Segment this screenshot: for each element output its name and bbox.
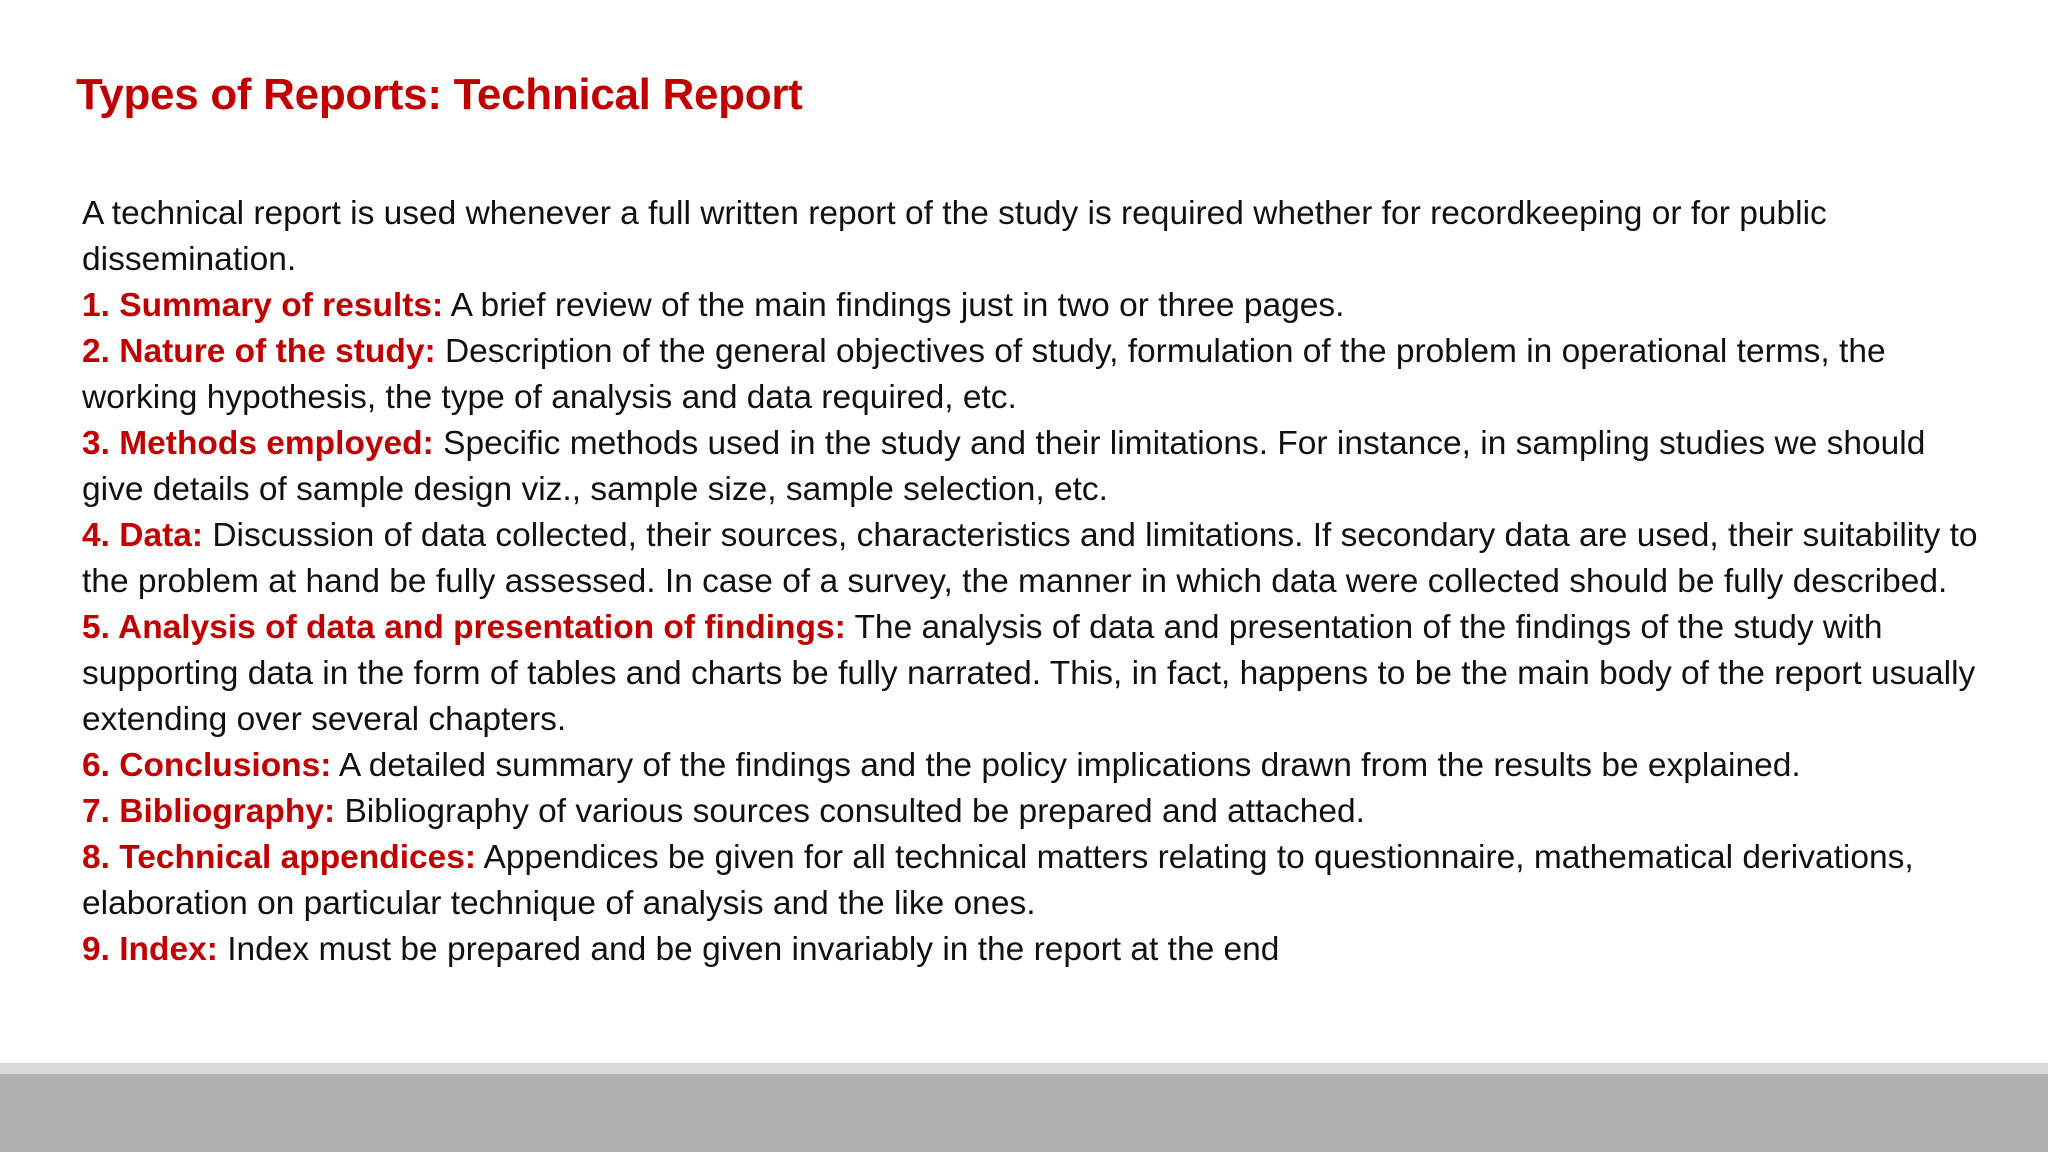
- list-item-methods-employed: [82, 421, 1982, 513]
- footer-bar: [0, 1074, 2048, 1152]
- intro-paragraph: A technical report is used whenever a full written report of the study is required whether for recordkeeping or for public dissemination.: [82, 195, 1827, 278]
- list-item-summary-of-results: [82, 283, 1982, 329]
- item-term: 1. Summary of results:: [82, 287, 444, 324]
- slide-body: [82, 191, 1982, 973]
- slide-title: Types of Reports: Technical Report: [76, 70, 803, 119]
- footer-divider: [0, 1063, 2048, 1074]
- item-term: 9. Index:: [82, 931, 218, 968]
- list-item-bibliography: [82, 789, 1982, 835]
- item-term: 2. Nature of the study:: [82, 333, 436, 370]
- item-text: Description of the general objectives of study, formulation of the problem in operational terms, the working hypothesis, the type of analysis and data required, etc.: [82, 333, 1886, 416]
- list-item-data: [82, 513, 1982, 605]
- item-term: 3. Methods employed:: [82, 425, 434, 462]
- item-text: A detailed summary of the findings and the policy implications drawn from the results be explained.: [338, 747, 1801, 784]
- item-text: Index must be prepared and be given invariably in the report at the end: [227, 931, 1280, 968]
- list-item-conclusions: [82, 743, 1982, 789]
- item-text: A brief review of the main findings just in two or three pages.: [450, 287, 1345, 324]
- item-term: 4. Data:: [82, 517, 204, 554]
- list-item-technical-appendices: [82, 835, 1982, 927]
- list-item-analysis-of-data: [82, 605, 1982, 743]
- item-term: 6. Conclusions:: [82, 747, 332, 784]
- item-text: Specific methods used in the study and their limitations. For instance, in sampling studies we should give details of sample design viz., sample size, sample selection, etc.: [82, 425, 1926, 508]
- item-text: Bibliography of various sources consulted be prepared and attached.: [344, 793, 1365, 830]
- list-item-nature-of-study: [82, 329, 1982, 421]
- item-text: The analysis of data and presentation of the findings of the study with supporting data in the form of tables and charts be fully narrated. This, in fact, happens to be the main body of the report usually extending over several chapters.: [82, 609, 1976, 738]
- item-term: 8. Technical appendices:: [82, 839, 477, 876]
- item-text: Appendices be given for all technical matters relating to questionnaire, mathematical derivations, elaboration on particular technique of analysis and the like ones.: [82, 839, 1914, 922]
- item-term: 5. Analysis of data and presentation of findings:: [82, 609, 846, 646]
- item-term: 7. Bibliography:: [82, 793, 336, 830]
- list-item-index: [82, 927, 1982, 973]
- item-text: Discussion of data collected, their sources, characteristics and limitations. If secondary data are used, their suitability to the problem at hand be fully assessed. In case of a survey, the manner in which data were collected should be fully described.: [82, 517, 1978, 600]
